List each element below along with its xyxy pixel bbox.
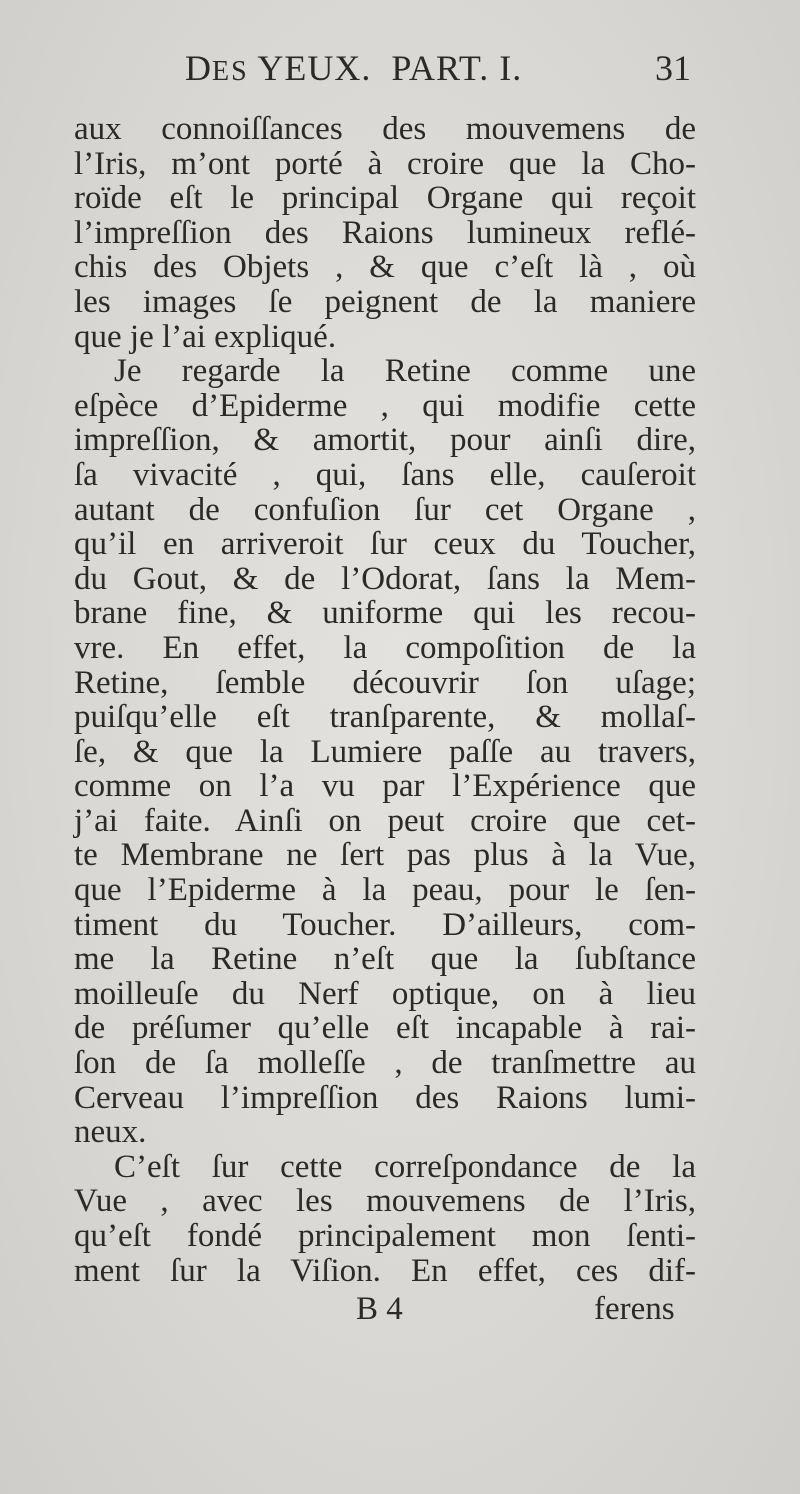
paragraph xyxy=(74,1150,696,1288)
text-line: C’eſt ſur cette correſpondance de la xyxy=(114,1148,696,1185)
running-head-title: YEUX. PART. I. xyxy=(248,48,523,88)
paragraph xyxy=(74,112,696,354)
text-line: Je regarde la Retine comme une xyxy=(114,353,696,390)
page-number: 31 xyxy=(655,48,691,88)
text-line: roïde eſt le principal Organe qui reçoit xyxy=(74,180,696,217)
text-line: que je l’ai expliqué. xyxy=(74,318,337,355)
text-line: que l’Epiderme à la peau, pour le ſen- xyxy=(74,872,696,909)
text-line: brane fine, & uniforme qui les recou- xyxy=(74,595,696,632)
text-line: puiſqu’elle eſt tranſparente, & mollaſ- xyxy=(74,699,696,736)
text-line: comme on l’a vu par l’Expérience que xyxy=(74,768,696,805)
text-line: vre. En effet, la compoſition de la xyxy=(74,629,696,666)
text-line: du Gout, & de l’Odorat, ſans la Mem- xyxy=(74,560,696,597)
page-footer xyxy=(0,1290,800,1330)
body-text xyxy=(74,112,696,1288)
text-line: aux connoiſſances des mouvemens de xyxy=(74,111,696,147)
text-line: chis des Objets , & que c’eſt là , où xyxy=(74,249,696,286)
text-line: autant de confuſion ſur cet Organe , xyxy=(74,491,696,528)
text-line: Vue , avec les mouvemens de l’Iris, xyxy=(74,1183,696,1220)
paragraph xyxy=(74,354,696,1150)
text-line: qu’eſt fondé principalement mon ſenti- xyxy=(74,1218,696,1254)
text-line: eſpèce d’Epiderme , qui modifie cette xyxy=(74,387,696,424)
running-head xyxy=(185,48,522,92)
text-line: de préſumer qu’elle eſt incapable à rai- xyxy=(74,1010,696,1047)
text-line: j’ai faite. Ainſi on peut croire que cet- xyxy=(74,802,696,839)
text-line: impreſſion, & amortit, pour ainſi dire, xyxy=(74,422,696,459)
text-line: ſon de ſa molleſſe , de tranſmettre au xyxy=(74,1045,696,1082)
text-line: les images ſe peignent de la maniere xyxy=(74,283,696,320)
text-line: Cerveau l’impreſſion des Raions lumi- xyxy=(74,1079,696,1116)
text-line: moilleuſe du Nerf optique, on à lieu xyxy=(74,975,696,1012)
text-line: neux. xyxy=(74,1114,147,1151)
text-line: ment ſur la Viſion. En effet, ces dif- xyxy=(74,1252,696,1289)
catchword: ferens xyxy=(594,1291,675,1327)
text-line: ſe, & que la Lumiere paſſe au travers, xyxy=(74,733,696,770)
text-line: qu’il en arriveroit ſur ceux du Toucher, xyxy=(74,526,696,563)
text-line: te Membrane ne ſert pas plus à la Vue, xyxy=(74,837,696,874)
text-line: me la Retine n’eſt que la ſubſtance xyxy=(74,941,696,978)
text-line: Retine, ſemble découvrir ſon uſage; xyxy=(74,664,696,701)
text-line: l’impreſſion des Raions lumineux reflé- xyxy=(74,214,696,251)
running-head-smallcaps: ES xyxy=(212,56,249,87)
text-line: ſa vivacité , qui, ſans elle, cauſeroit xyxy=(74,456,696,493)
text-line: l’Iris, m’ont porté à croire que la Cho- xyxy=(74,145,696,182)
page-header xyxy=(0,48,800,88)
running-head-initial: D xyxy=(185,48,212,88)
signature-mark: B 4 xyxy=(356,1291,403,1327)
text-line: timent du Toucher. D’ailleurs, com- xyxy=(74,906,696,943)
